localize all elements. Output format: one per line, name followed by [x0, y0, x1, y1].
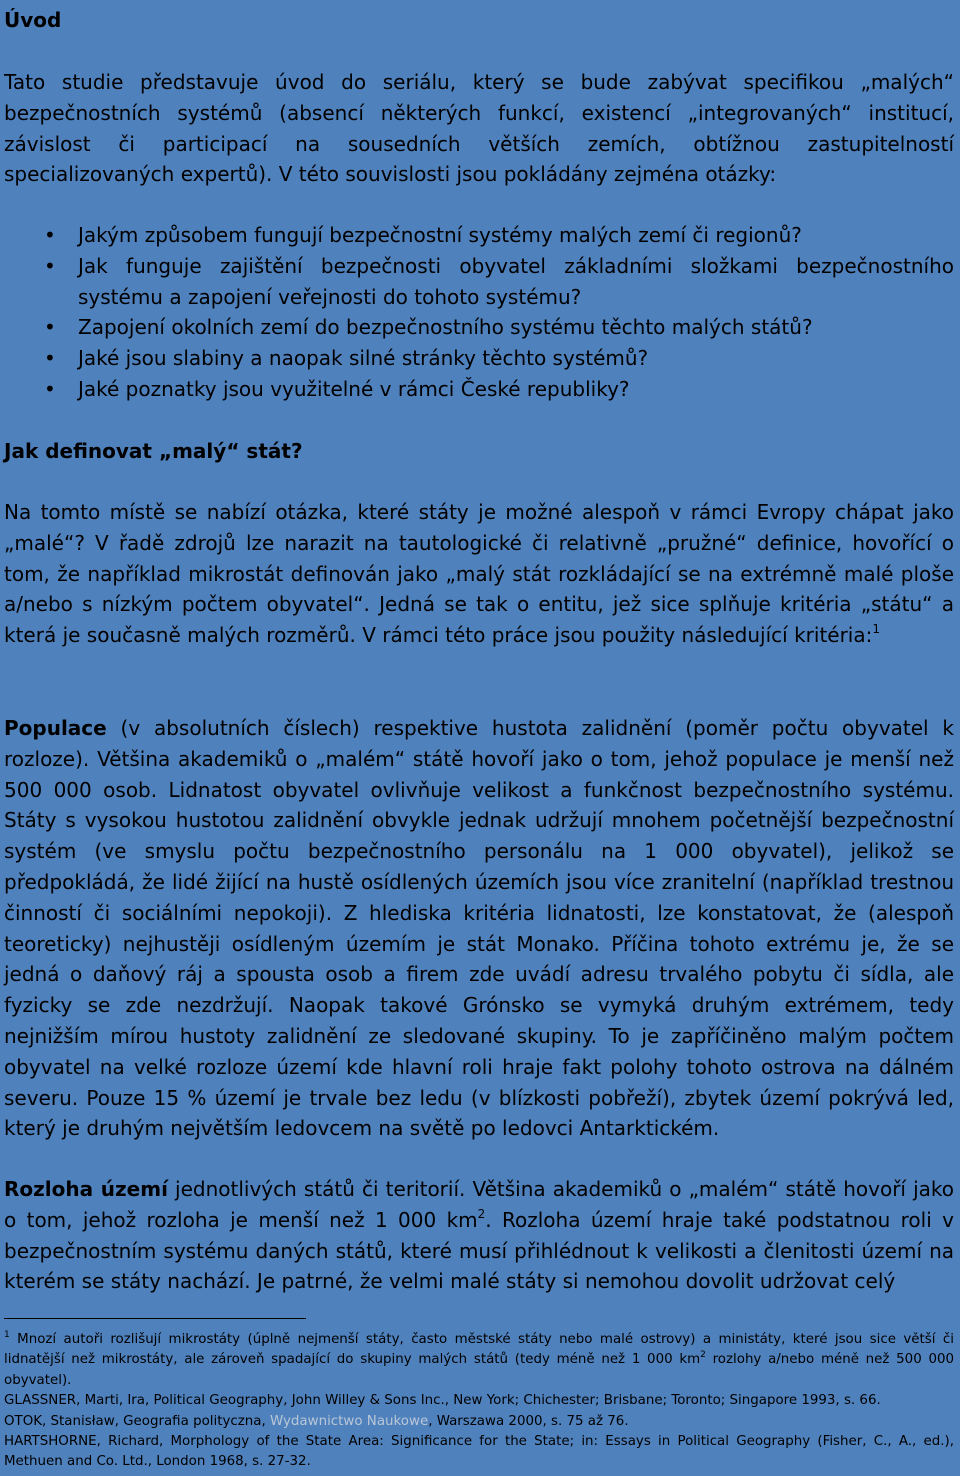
population-term: Populace	[4, 716, 107, 740]
area-text-a: jednotlivých států či teritorií. Většina akademiků o „malém“ státě hovoří jako o tom, jehož rozloha je menší než 1 000 km	[4, 1177, 954, 1232]
footnote-mark: 1	[4, 1330, 10, 1340]
reference-glassner: GLASSNER, Marti, Ira, Political Geography, John Willey & Sons Inc., New York; Chichester; Brisbane; Toronto; Singapore 1993, s. 66.	[4, 1393, 881, 1409]
reference-otok	[4, 1412, 954, 1432]
reference-otok-text-b: , Warszawa 2000, s. 75 až 76.	[428, 1413, 629, 1429]
footnotes	[4, 1330, 954, 1473]
area-superscript: 2	[477, 1206, 486, 1221]
footnote-separator	[4, 1318, 306, 1319]
area-term: Rozloha území	[4, 1177, 168, 1201]
list-item: • Jaké poznatky jsou využitelné v rámci České republiky?	[4, 374, 954, 405]
list-item: • Jaké jsou slabiny a naopak silné stránky těchto systémů?	[4, 343, 954, 374]
footnote-text-b: rozlohy a/nebo méně než 500 000 obyvatel).	[4, 1352, 954, 1388]
footnote-1	[4, 1330, 954, 1391]
population-text: (v absolutních číslech) respektive hustota zalidnění (poměr počtu obyvatel k rozloze). Většina akademiků o „malém“ státě hovoří jako o tom, jehož populace je menší než 500 000 osob. Lidnatost obyvatel ovlivňuje velikost a funkčnost bezpečnostního systému. Státy s vysokou hustotou zalidnění obvykle jednak udržují mnohem početnější bezpečnostní systém (ve smyslu počtu bezpečnostního personálu na 1 000 obyvatel), jelikož se předpokládá, že lidé žijící na hustě osídlených územích jsou více zranitelní (například trestnou činností či sociálními nepokoji). Z hlediska kritéria lidnatosti, lze konstatovat, že (alespoň teoreticky) nejhustěji osídleným územím je stát Monako. Příčina tohoto extrému je, že se jedná o daňový ráj a spousta osob a firem zde uvádí adresu trvalého pobytu či sídla, ale fyzicky se zde nezdržují. Naopak takové Grónsko se vymyká druhým extrémem, tedy nejnižším mírou hustoty zalidnění ze sledované skupiny. To je zapříčiněno malým počtem obyvatel na velké rozloze území kde hlavní roli hraje fakt polohy tohoto ostrova na dálném severu. Pouze 15 % území je trvale bez ledu (v blízkosti pobřeží), zbytek území pokrývá led, který je druhým největším ledovcem na světě po ledovci Antarktickém.	[4, 716, 954, 1141]
footnote-reference: 1	[872, 622, 880, 637]
population-paragraph	[4, 713, 954, 1144]
area-text-b: . Rozloha území hraje také podstatnou roli v bezpečnostním systému daných států, které musí přihlédnout k velikosti a členitosti území na kterém se státy nachází. Je patrné, že velmi malé státy si nemohou dovolit udržovat celý	[4, 1207, 954, 1294]
reference-otok-publisher: Wydawnictwo Naukowe	[270, 1413, 429, 1429]
footnote-text-a: Mnozí autoři rozlišují mikrostáty (úplně nejmenší státy, často městské státy nebo malé ostrovy) a ministáty, které jsou sice větší či lidnatější než mikrostáty, ale zároveň spadající do skupiny malých států (tedy méně než 1 000 km	[4, 1332, 954, 1368]
footnote-superscript: 2	[700, 1350, 706, 1361]
definition-text: Na tomto místě se nabízí otázka, které státy je možné alespoň v rámci Evropy chápat jako „malé“? V řadě zdrojů lze narazit na tautologické či relativně „pružné“ definice, hovořící o tom, že například mikrostát definován jako „malý stát rozkládající se na extrémně malé ploše a/nebo s nízkým počtem obyvatel“. Jedná se tak o entitu, jež sice splňuje kritéria „státu“ a která je současně malých rozměrů. V rámci této práce jsou použity následující kritéria:	[4, 500, 954, 648]
section-heading-intro: Úvod	[4, 8, 62, 32]
definition-paragraph	[4, 497, 954, 651]
section-heading-definition: Jak definovat „malý“ stát?	[4, 439, 303, 463]
area-paragraph	[4, 1174, 954, 1297]
list-item: • Jakým způsobem fungují bezpečnostní systémy malých zemí či regionů?	[4, 220, 954, 251]
list-item: • Zapojení okolních zemí do bezpečnostního systému těchto malých států?	[4, 312, 954, 343]
intro-paragraph: Tato studie představuje úvod do seriálu, který se bude zabývat specifikou „malých“ bezpečnostních systémů (absencí některých funkcí, existencí „integrovaných“ institucí, závislost či participací na sousedních větších zemích, obtížnou zastupitelností specializovaných expertů). V této souvislosti jsou pokládány zejména otázky:	[4, 70, 954, 187]
list-item: • Jak funguje zajištění bezpečnosti obyvatel základními složkami bezpečnostního systému a zapojení veřejnosti do tohoto systému?	[4, 251, 954, 313]
reference-hartshorne: HARTSHORNE, Richard, Morphology of the State Area: Significance for the State; in: Essays in Political Geography (Fisher, C., A., ed.), Methuen and Co. Ltd., London 1968, s. 27-32.	[4, 1434, 954, 1470]
questions-list	[4, 220, 954, 405]
reference-otok-text-a: OTOK, Stanisław, Geografia polityczna,	[4, 1413, 270, 1429]
